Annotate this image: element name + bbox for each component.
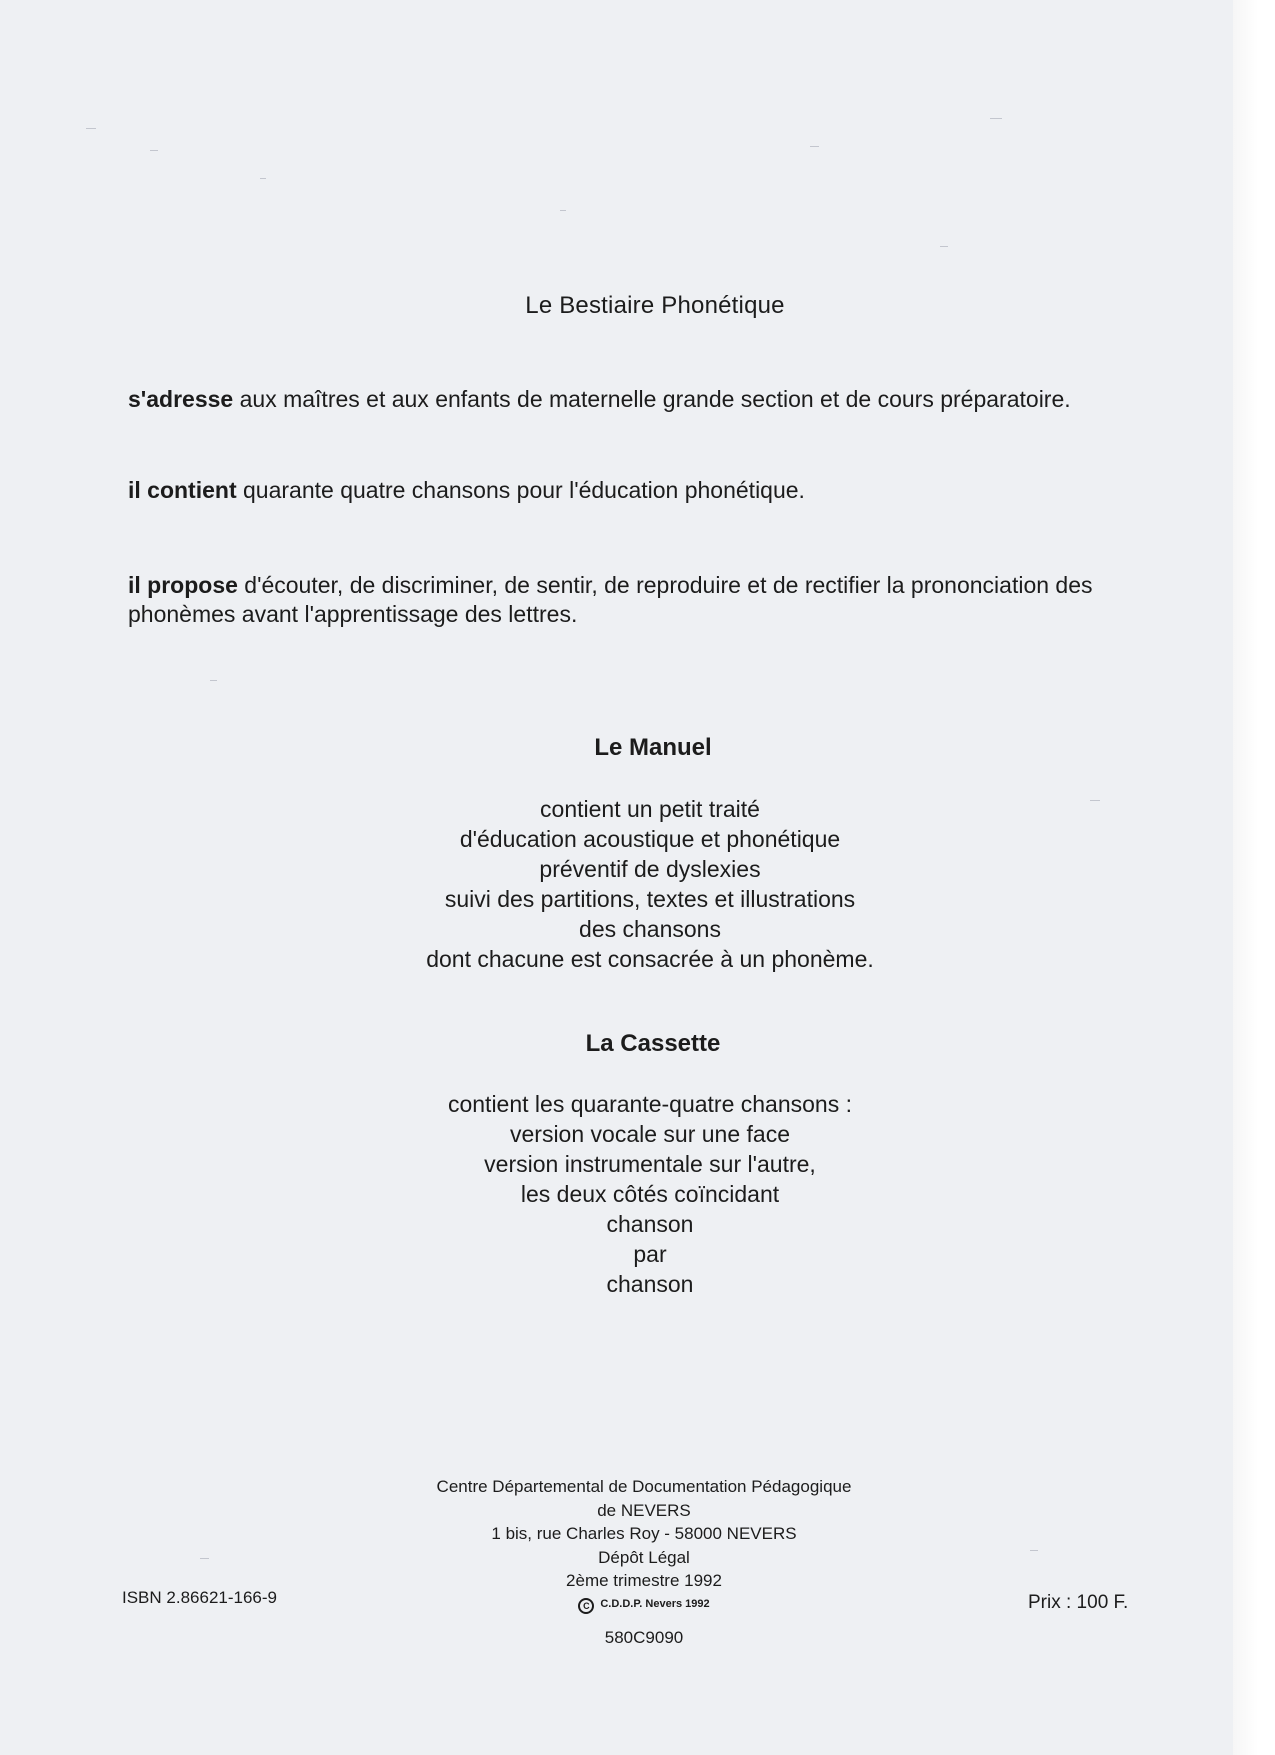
isbn: ISBN 2.86621-166-9 — [122, 1588, 277, 1607]
scan-speck — [990, 118, 1002, 119]
publisher-line: 1 bis, rue Charles Roy - 58000 NEVERS — [491, 1524, 797, 1543]
manuel-line: préventif de dyslexies — [539, 856, 761, 882]
cassette-line: version instrumentale sur l'autre, — [484, 1151, 816, 1177]
cassette-description — [0, 1089, 1275, 1299]
cassette-line: contient les quarante-quatre chansons : — [447, 1091, 853, 1117]
cassette-line: les deux côtés coïncidant — [520, 1181, 780, 1207]
intro-lead: il contient — [128, 477, 237, 503]
intro-paragraph-contents — [128, 476, 1178, 505]
scan-speck — [210, 680, 217, 681]
manuel-line: d'éducation acoustique et phonétique — [459, 826, 841, 852]
cassette-line: chanson — [606, 1271, 694, 1297]
publisher-line: de NEVERS — [597, 1500, 691, 1520]
manuel-heading: Le Manuel — [594, 734, 712, 761]
publisher-line: Centre Départemental de Documentation Pédagogique — [436, 1477, 852, 1496]
intro-text: d'écouter, de discriminer, de sentir, de reproduire et de rectifier la prononciation des phonèmes avant l'apprentissage des lettres. — [128, 572, 1093, 627]
scan-speck — [260, 178, 266, 179]
price: Prix : 100 F. — [1028, 1592, 1129, 1613]
scan-speck — [810, 146, 819, 147]
cassette-line: version vocale sur une face — [510, 1121, 790, 1147]
manuel-line: des chansons — [579, 916, 721, 942]
cassette-line: chanson — [606, 1211, 694, 1237]
publisher-info — [0, 1475, 1275, 1593]
intro-lead: il propose — [128, 572, 238, 598]
manuel-line: suivi des partitions, textes et illustrations — [444, 886, 856, 912]
copyright-icon: C — [578, 1598, 594, 1614]
intro-paragraph-audience — [128, 385, 1178, 414]
intro-lead: s'adresse — [128, 386, 234, 412]
intro-text: quarante quatre chansons pour l'éducation phonétique. — [236, 477, 805, 503]
publisher-line: Dépôt Légal — [598, 1547, 690, 1567]
document-title: Le Bestiaire Phonétique — [525, 292, 785, 319]
cassette-heading: La Cassette — [585, 1030, 721, 1057]
intro-text: aux maîtres et aux enfants de maternelle grande section et de cours préparatoire. — [233, 386, 1071, 412]
publisher-line: 2ème trimestre 1992 — [566, 1571, 722, 1590]
scan-speck — [150, 150, 158, 151]
manuel-line: contient un petit traité — [540, 796, 760, 822]
scan-speck — [940, 246, 948, 247]
catalog-code: 580C9090 — [604, 1628, 684, 1647]
scan-speck — [86, 128, 96, 129]
intro-paragraph-purpose — [128, 571, 1178, 629]
manuel-description — [0, 794, 1275, 974]
copyright-text: C.D.D.P. Nevers 1992 — [600, 1598, 710, 1610]
cassette-line: par — [633, 1241, 667, 1267]
manuel-line: dont chacune est consacrée à un phonème. — [426, 946, 874, 972]
scan-speck — [560, 210, 566, 211]
